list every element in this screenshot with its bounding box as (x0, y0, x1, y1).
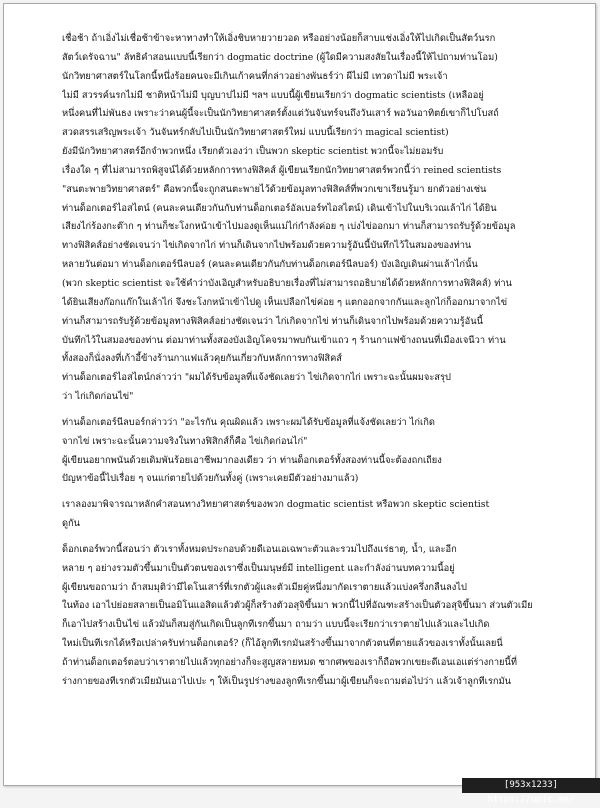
paragraph-gap (62, 534, 576, 541)
paragraph-gap (62, 489, 576, 496)
paragraph-gap (62, 407, 576, 414)
text-line: ถ้าท่านด็อกเตอร์ตอบว่าเราตายไปแล้วทุกอย่างก็จะสูญสลายหมด ซากศพของเราก็ถือพวกเขยะดีเอนเอแต่ร่างกายนี้ที่ (62, 657, 517, 668)
text-line: หนึ่งคนที่ไม่พันธง เพราะว่าคนผู้นี้จะเป็นนักวิทยาศาสตร์ตั้งแต่วันจันทร์จนถึงวันเสาร์ พอวันอาทิตย์เขาก็ไปโบสถ์ (62, 108, 499, 120)
text-line: ด็อกเตอร์พวกนี้สอนว่า ตัวเราทั้งหมดประกอบด้วยดีเอนเอเฉพาะตัวและรวมไปถึงแร่ธาตุ, น้ำ, และอีก (62, 543, 457, 555)
text-line: หลาย ๆ อย่างรวมตัวขึ้นมาเป็นตัวตนของเราซึ่งเป็นมนุษย์มี intelligent และกำลังอ่านบทความนี้อยู่ (62, 562, 455, 574)
text-line: ไม่มี สวรรค์นรกไม่มี ชาติหน้าไม่มี บุญบาปไม่มี ฯลฯ แบบนี้ผู้เขียนเรียกว่า dogmatic scientists (เหลืออยู่ (62, 89, 484, 101)
text-line: ทางฟิสิคส์อย่างชัดเจนว่า ไข่เกิดจากไก่ ท่านก็เดินจากไปพร้อมด้วยความรู้อันนี้บันทึกไว้ในสมองของท่าน (62, 240, 472, 252)
text-line: ท่านด็อกเตอร์ไอสไตน์ (คนละคนเดียวกันกับท่านด็อกเตอร์อัลเบอร์ทไอสไตน์) เดินเข้าไปในบริเวณเล้าไก่ ได้ยิน (62, 202, 497, 214)
text-line: นักวิทยาศาสตร์ในโลกนี้หนึ่งร้อยคนจะมีเกินเก้าคนที่กล่าวอย่างพันธร์ว่า ผีไม่มี เทวดาไม่มี พระเจ้า (62, 70, 448, 82)
text-line: ยังมีนักวิทยาศาสตร์อีกจำพวกหนึ่ง เรียกตัวเองว่า เป็นพวก skeptic scientist พวกนี้จะไม่ยอมรับ (62, 146, 444, 158)
text-line: (พวก skeptic scientist จะใช้คำว่าบังเอิญสำหรับอธิบายเรื่องที่ไม่สามารถอธิบายได้ด้วยหลักการทางฟิสิคส์) ท่าน (62, 277, 512, 289)
text-line: บันทึกไว้ในสมองของท่าน ต่อมาท่านทั้งสองบังเอิญโคจรมาพบกันเข้าแถว ๆ ร้านกาแฟข้างถนนที่เมืองเจนีวา ท่าน (62, 334, 506, 346)
text-line: ร่างกายของทีเรกตัวเมียมันเอาไปเปะ ๆ ให้เป็นรูปร่างของลูกทีเรกขึ้นมาผู้เขียนก็จะถามต่อไปว่า แล้วเจ้าลูกทีเรกมัน (62, 675, 511, 687)
text-line: เชื่อช้า ถ้าเอิ่งไม่เชื่อช้าข้าจะหาทางทำให้เอิ่งชิบหายวายวอด หรืออย่างน้อยก็สาบแช่งเอิ่งให้ไปเกิดเป็นสัตว์นรก (62, 33, 496, 44)
page-body-text (62, 30, 576, 692)
text-line: ว่า ไก่เกิดก่อนไข่" (62, 391, 134, 403)
text-line: ใหม่เป็นทีเรกได้หรือเปล่าครับท่านด็อกเตอร์? (ก็ไอ้ลูกทีเรกมันสร้างขึ้นมาจากตัวตนที่ตายแล้วของเราทั้งนั้นเลยนี่ (62, 638, 503, 650)
text-line: ได้ยินเสียงก๊อกแก๊กในเล้าไก่ จึงชะโงกหน้าเข้าไปดู เห็นเปลือกไข่ค่อย ๆ แตกออกจากกันและลูกไก่ก็ออกมาจากไข่ (62, 296, 508, 308)
document-page (3, 3, 596, 786)
text-line: ดูกัน (62, 518, 81, 530)
text-line: ผู้เขียนขอถามว่า ถ้าสมมุติว่ามีไดโนเสาร์ที่เรกตัวผู้และตัวเมียคู่หนึ่งมากัดเราตายแล้วแบ่งครึ่งกลืนลงไป (62, 581, 467, 593)
text-line: ท่านด็อกเตอร์ไอสไตน์กล่าวว่า "ผมได้รับข้อมูลที่แจ้งชัดเลยว่า ไข่เกิดจากไก่ เพราะฉะนั้นผมจะสรุป (62, 372, 451, 384)
text-line: เราลองมาพิจารณาหลักคำสอนทางวิทยาศาสตร์ของพวก dogmatic scientist หรือพวก skeptic scientist (62, 499, 490, 511)
text-line: เรื่องใด ๆ ที่ไม่สามารถพิสูจน์ได้ด้วยหลักการทางฟิสิคส์ ผู้เขียนเรียกนักวิทยาศาสตร์พวกนี้ว่า reined scientists (62, 164, 502, 176)
text-line: ท่านก็สามารถรับรู้ด้วยข้อมูลทางฟิสิคส์อย่างชัดเจนว่า ไก่เกิดจากไข่ ท่านก็เดินจากไปพร้อมด้วยความรู้อันนี้ (62, 315, 483, 327)
text-line: ท่านด็อกเตอร์นีลบอร์กล่าวว่า "อะไรกัน คุณผิดแล้ว เพราะผมได้รับข้อมูลที่แจ้งชัดเลยว่า ไก่เกิด (62, 416, 435, 428)
text-line: ทั้งสองก็นั่งลงที่เก้าอี้ข้างร้านกาแฟแล้วคุยกันเกี่ยวกับหลักการทางฟิสิคส์ (62, 353, 342, 365)
text-line: สัตว์เดรัจฉาน" ลัทธิคำสอนแบบนี้เรียกว่า dogmatic doctrine (ผู้ใดมีความสงสัยในเรื่องนี้ให้ไปถามท่านโอม) (62, 51, 498, 63)
text-line: ผู้เขียนอยากพนันด้วยเดิมพันร้อยเอาชีพมากองเดียว ว่า ท่านด็อกเตอร์ทั้งสองท่านนี้จะต้องถกเถียง (62, 454, 442, 466)
text-line: สวดสรรเสริญพระเจ้า วันจันทร์กลับไปเป็นนักวิทยาศาสตร์ใหม่ แบบนี้เรียกว่า magical scientist) (62, 127, 449, 139)
image-host-badge: [953x1233] https://upic.me/ (462, 778, 600, 793)
text-line: "สนตะพายวิทยาศาสตร์" คือพวกนี้จะถูกสนตะพายไว้ด้วยข้อมูลทางฟิสิคส์ที่พวกเขาเรียนรู้มา ยกตัวอย่างเช่น (62, 183, 487, 195)
text-line: เสียงไก่ร้องกะต๊าก ๆ ท่านก็ชะโงกหน้าเข้าไปมองดูเห็นแม่ไก่กำลังค่อย ๆ เบ่งไข่ออกมา ท่านก็สามารถรับรู้ด้วยข้อมูล (62, 221, 516, 233)
text-line: ปัญหาข้อนี้ไปเรื่อย ๆ จนแก่ตายไปด้วยกันทั้งคู่ (เพราะเคยมีตัวอย่างมาแล้ว) (62, 473, 359, 485)
text-line: จากไข่ เพราะฉะนั้นความจริงในทางฟิสิกส์ก็คือ ไข่เกิดก่อนไก่" (62, 435, 308, 447)
text-line: หลายวันต่อมา ท่านด็อกเตอร์นีลบอร์ (คนละคนเดียวกันกับท่านด็อกเตอร์นีลบอร์) บังเอิญเดินผ่านเล้าไก่นั้น (62, 259, 478, 271)
text-line: ในท้อง เอาไปย่อยสลายเป็นอมิโนแอสิดแล้วตัวผู้ก็สร้างตัวอสุจิขึ้นมา พวกนี้ไปที่อัณฑะสร้างเป็นตัวอสุจิขึ้นมา ส่วนตัวเมีย (62, 600, 533, 612)
text-line: ก็เอาไปสร้างเป็นไข่ แล้วมันก็สมสู่กันเกิดเป็นลูกทีเรกขึ้นมา ถามว่า แบบนี้จะเรียกว่าเราตายไปแล้วและไปเกิด (62, 619, 490, 631)
